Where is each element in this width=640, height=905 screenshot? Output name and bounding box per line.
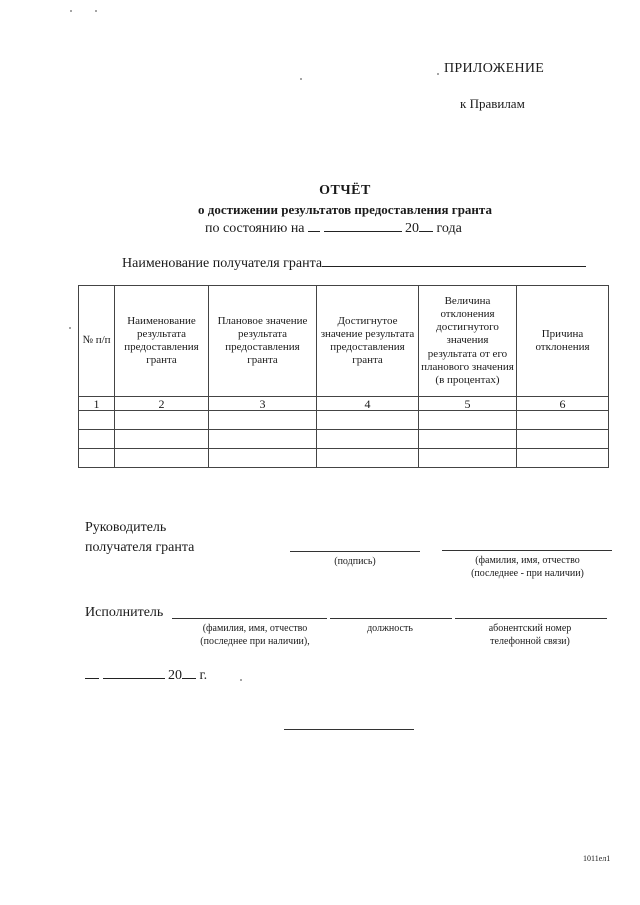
- table-cell[interactable]: [317, 449, 419, 468]
- table-header-row: [79, 286, 609, 397]
- report-subtitle: о достижении результатов предоставления гранта: [198, 202, 492, 217]
- as-of-prefix: по состоянию на: [205, 221, 305, 236]
- table-cell[interactable]: [79, 411, 115, 430]
- table-cell[interactable]: [79, 430, 115, 449]
- date-line: [85, 666, 207, 684]
- day-blank[interactable]: [308, 219, 320, 232]
- scan-speck: [95, 10, 97, 12]
- recipient-name-blank[interactable]: [322, 254, 586, 267]
- year-blank[interactable]: [419, 219, 433, 232]
- head-label-line2: получателя гранта: [85, 540, 195, 555]
- scan-speck: [69, 327, 71, 329]
- table-row: [79, 411, 609, 430]
- table-cell[interactable]: [517, 449, 609, 468]
- head-name-caption-line1: (фамилия, имя, отчество: [475, 555, 580, 566]
- month-blank[interactable]: [324, 219, 402, 232]
- executor-position-line[interactable]: [330, 618, 452, 619]
- head-signature-line[interactable]: [290, 551, 420, 552]
- bottom-line: [284, 729, 414, 730]
- col-header-result-name: Наименование результата предоставления гранта: [115, 286, 209, 397]
- table-cell[interactable]: [115, 449, 209, 468]
- col-header-number: № п/п: [79, 286, 115, 397]
- date-year-blank[interactable]: [182, 666, 196, 679]
- col-header-planned-value: Плановое значение результата предоставления гранта: [209, 286, 317, 397]
- scan-speck: [437, 73, 439, 75]
- executor-name-caption: [180, 622, 330, 648]
- recipient-label: Наименование получателя гранта: [122, 256, 323, 271]
- table-cell[interactable]: [209, 449, 317, 468]
- date-month-blank[interactable]: [103, 666, 165, 679]
- table-cell[interactable]: [209, 411, 317, 430]
- table-row: [79, 430, 609, 449]
- executor-name-caption-line2: (последнее при наличии),: [200, 636, 310, 647]
- table-cell[interactable]: [517, 411, 609, 430]
- column-number-row: [79, 397, 609, 411]
- executor-name-caption-line1: (фамилия, имя, отчество: [202, 623, 308, 634]
- as-of-date-line: [205, 219, 462, 237]
- column-number: 5: [419, 397, 517, 411]
- scan-speck: [240, 679, 242, 681]
- scan-speck: [300, 78, 302, 80]
- column-number: 2: [115, 397, 209, 411]
- document-code: 1011ел1: [583, 854, 611, 863]
- executor-phone-line[interactable]: [455, 618, 607, 619]
- results-table: [78, 285, 609, 468]
- executor-name-line[interactable]: [172, 618, 327, 619]
- signature-caption: (подпись): [334, 556, 376, 567]
- column-number: 3: [209, 397, 317, 411]
- head-name-caption-line2: (последнее - при наличии): [471, 568, 584, 579]
- head-label: [85, 518, 194, 558]
- date-year: 20: [168, 668, 182, 683]
- column-number: 1: [79, 397, 115, 411]
- rules-reference: к Правилам: [460, 96, 525, 111]
- year-suffix: года: [436, 221, 462, 236]
- appendix-label: ПРИЛОЖЕНИЕ: [444, 61, 545, 76]
- scan-speck: [70, 10, 72, 12]
- phone-caption: [460, 622, 600, 648]
- table-cell[interactable]: [79, 449, 115, 468]
- column-number: 6: [517, 397, 609, 411]
- table-cell[interactable]: [419, 430, 517, 449]
- year-prefix: 20: [405, 221, 420, 236]
- head-label-line1: Руководитель: [85, 520, 167, 535]
- column-number: 4: [317, 397, 419, 411]
- table-cell[interactable]: [419, 411, 517, 430]
- head-name-line[interactable]: [442, 550, 612, 551]
- table-cell[interactable]: [317, 430, 419, 449]
- table-cell[interactable]: [517, 430, 609, 449]
- position-caption: должность: [367, 623, 413, 634]
- table-cell[interactable]: [317, 411, 419, 430]
- phone-caption-line2: телефонной связи): [490, 636, 570, 647]
- head-name-caption: [445, 554, 610, 580]
- table-cell[interactable]: [419, 449, 517, 468]
- phone-caption-line1: абонентский номер: [488, 623, 572, 634]
- report-title: ОТЧЁТ: [319, 183, 371, 198]
- date-suffix: г.: [199, 668, 208, 683]
- col-header-deviation-reason: Причина отклонения: [517, 286, 609, 397]
- table-cell[interactable]: [115, 411, 209, 430]
- col-header-achieved-value: Достигнутое значение результата предоставления гранта: [317, 286, 419, 397]
- table-cell[interactable]: [115, 430, 209, 449]
- table-cell[interactable]: [209, 430, 317, 449]
- col-header-deviation: Величина отклонения достигнутого значения результата от его планового значения (в процентах): [419, 286, 517, 397]
- recipient-line: [122, 254, 586, 272]
- executor-label: Исполнитель: [85, 605, 164, 620]
- date-day-blank[interactable]: [85, 666, 99, 679]
- table-row: [79, 449, 609, 468]
